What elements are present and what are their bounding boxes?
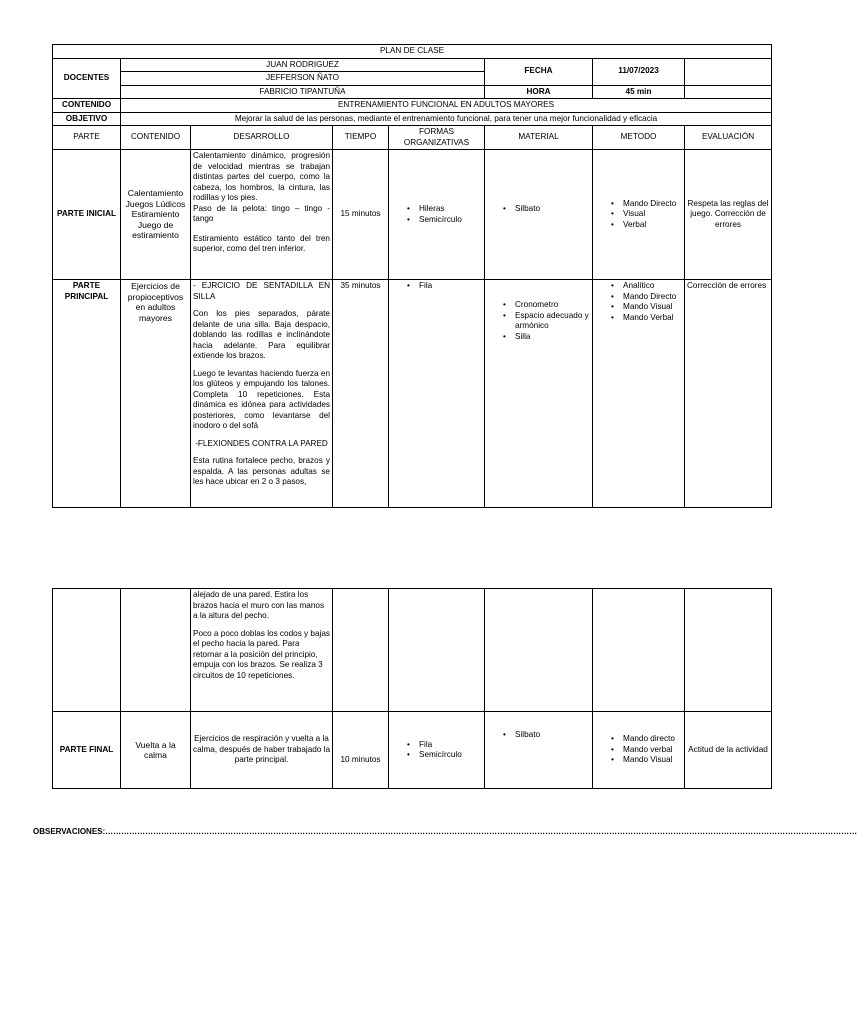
desarrollo-final: Ejercicios de respiración y vuelta a la calma, después de haber trabajado la parte principal. [191, 712, 333, 789]
list-item: • Silla [503, 332, 590, 343]
list-item: • Fila [407, 740, 482, 751]
col-metodo: METODO [593, 126, 685, 150]
list-item: • Verbal [611, 220, 682, 231]
material-inicial [485, 150, 593, 280]
col-contenido: CONTENIDO [121, 126, 191, 150]
col-evaluacion: EVALUACIÓN [685, 126, 772, 150]
desarrollo-principal-4: -FLEXIONDES CONTRA LA PARED [195, 438, 328, 448]
docente-3: FABRICIO TIPANTUÑA [121, 85, 485, 99]
cont-metodo [593, 589, 685, 712]
cont-formas [389, 589, 485, 712]
cont-tiempo [333, 589, 389, 712]
list-item: • Mando Verbal [611, 313, 682, 324]
contenido-principal: Ejercicios de propioceptivos en adultos mayores [121, 280, 191, 508]
evaluacion-principal: Corrección de errores [685, 280, 772, 508]
plan-table-page-2 [52, 588, 772, 789]
desarrollo-inicial-2: Paso de la pelota: tingo – tingo - tango [193, 203, 330, 223]
col-parte: PARTE [53, 126, 121, 150]
desarrollo-inicial-3: Estiramiento estático tanto del tren superior, como del tren inferior. [193, 233, 330, 253]
tiempo-final: 10 minutos [333, 712, 389, 789]
list-item: • Cronometro [503, 300, 590, 311]
docente-1: JUAN RODRIGUEZ [121, 58, 485, 72]
formas-final [389, 712, 485, 789]
plan-table-page-1 [52, 44, 772, 508]
list-item: • Semicírculo [407, 215, 482, 226]
docentes-label: DOCENTES [53, 58, 121, 99]
col-material: MATERIAL [485, 126, 593, 150]
desarrollo-principal-5: Esta rutina fortalece pecho, brazos y espalda. A las personas adultas se les hace ubicar en 2 o 3 pasos, [193, 456, 330, 486]
desarrollo-principal-1: - EJRCICIO DE SENTADILLA EN SILLA [193, 281, 330, 301]
desarrollo-principal-2: Con los pies separados, párate delante de una silla. Baja despacio, doblando las rodillas e inclinándote hacia adelante. Para equilibrar extiende los brazos. [193, 309, 330, 360]
metodo-principal [593, 280, 685, 508]
objetivo-value: Mejorar la salud de las personas, mediante el entrenamiento funcional, para tener una mejor funcionalidad y eficacia [121, 112, 772, 126]
list-item: • Silbato [503, 730, 590, 741]
parte-final: PARTE FINAL [53, 712, 121, 789]
material-final [485, 712, 593, 789]
cont-material [485, 589, 593, 712]
contenido-label: CONTENIDO [53, 99, 121, 113]
col-desarrollo: DESARROLLO [191, 126, 333, 150]
list-item: • Mando verbal [611, 745, 682, 756]
cont-contenido [121, 589, 191, 712]
tiempo-principal: 35 minutos [333, 280, 389, 508]
list-item: • Fila [407, 281, 482, 292]
objetivo-label: OBJETIVO [53, 112, 121, 126]
fecha-value: 11/07/2023 [593, 58, 685, 85]
list-item: • Mando Visual [611, 755, 682, 766]
desarrollo-continuacion [191, 589, 333, 712]
contenido-value: ENTRENAMIENTO FUNCIONAL EN ADULTOS MAYORES [121, 99, 772, 113]
hora-label: HORA [485, 85, 593, 99]
desarrollo-inicial [191, 150, 333, 280]
plan-title: PLAN DE CLASE [53, 45, 772, 59]
cont-parte [53, 589, 121, 712]
list-item: • Hileras [407, 204, 482, 215]
list-item: • Mando directo [611, 734, 682, 745]
desarrollo-principal [191, 280, 333, 508]
tiempo-inicial: 15 minutos [333, 150, 389, 280]
parte-inicial: PARTE INICIAL [53, 150, 121, 280]
desarrollo-inicial-1: Calentamiento dinámico, progresión de velocidad mientras se trabajan distintas partes del cuerpo, como la cabeza, los hombros, la cintura, las rodillas y los pies. [193, 151, 330, 202]
list-item: • Espacio adecuado y armónico [503, 311, 590, 332]
col-tiempo: TIEMPO [333, 126, 389, 150]
list-item: • Silbato [503, 204, 590, 215]
hora-value: 45 min [593, 85, 685, 99]
material-principal [485, 280, 593, 508]
list-item: • Semicírculo [407, 750, 482, 761]
fecha-empty [685, 58, 772, 85]
hora-empty [685, 85, 772, 99]
observaciones-line: OBSERVACIONES:………………………………………………………………………………………………………………………………………………………………………………………………………………………………………………………… [33, 827, 857, 836]
cont-evaluacion [685, 589, 772, 712]
metodo-final [593, 712, 685, 789]
parte-principal: PARTE PRINCIPAL [53, 280, 121, 508]
desarrollo-continuacion-2: Poco a poco doblas los codos y bajas el pecho hacia la pared. Para retornar a la posición del principio, empuja con los brazos. Se realiza 3 circuitos de 10 repeticiones. [193, 628, 331, 680]
metodo-inicial [593, 150, 685, 280]
evaluacion-inicial: Respeta las reglas del juego. Corrección de errores [685, 150, 772, 280]
docente-2: JEFFERSON ÑATO [121, 72, 485, 86]
list-item: • Mando Directo [611, 292, 682, 303]
formas-inicial [389, 150, 485, 280]
evaluacion-final: Actitud de la actividad [685, 712, 772, 789]
list-item: • Mando Visual [611, 302, 682, 313]
contenido-inicial: Calentamiento Juegos Lúdicos Estiramiento Juego de estiramiento [121, 150, 191, 280]
col-formas: FORMAS ORGANIZATIVAS [389, 126, 485, 150]
contenido-final: Vuelta a la calma [121, 712, 191, 789]
desarrollo-principal-3: Luego te levantas haciendo fuerza en los glúteos y empujando los talones. Completa 10 repeticiones. Esta dinámica es idónea para actividades posteriores, como levantarse del inodoro o del sofá [193, 368, 330, 430]
list-item: • Analítico [611, 281, 682, 292]
formas-principal [389, 280, 485, 508]
desarrollo-continuacion-1: alejado de una pared. Estira los brazos hacia el muro con las manos a la altura del pecho. [193, 590, 325, 620]
fecha-label: FECHA [485, 58, 593, 85]
list-item: • Visual [611, 209, 682, 220]
list-item: • Mando Directo [611, 199, 682, 210]
